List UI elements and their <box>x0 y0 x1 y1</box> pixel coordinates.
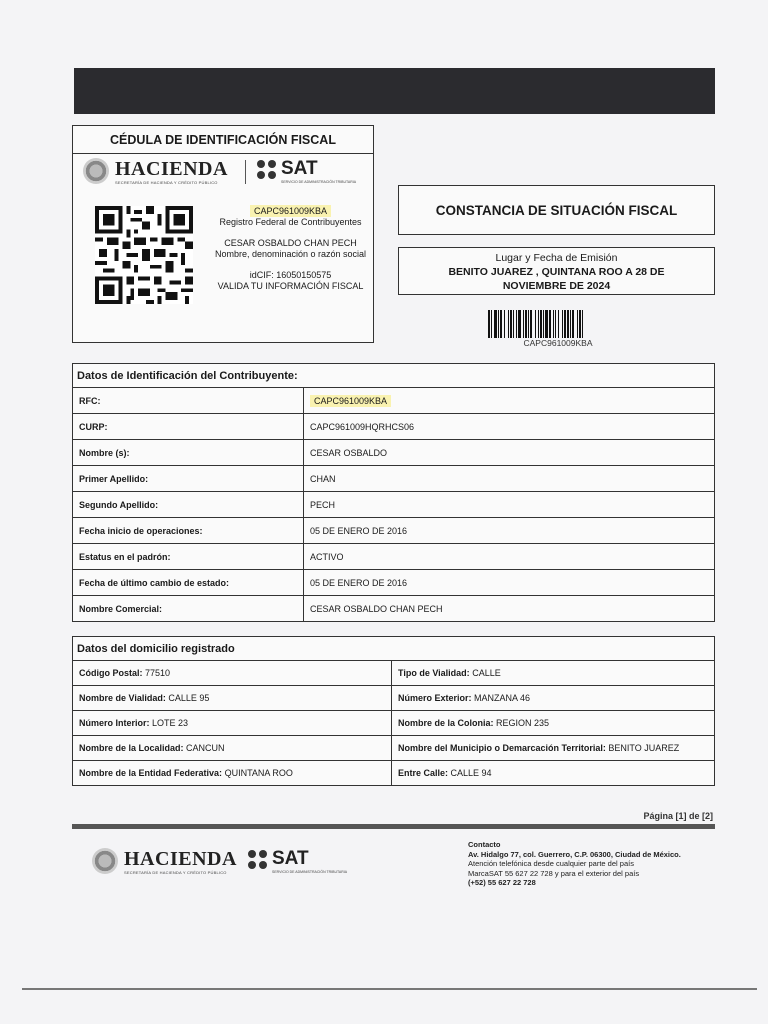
table-row <box>73 761 715 786</box>
cedula-name-label: Nombre, denominación o razón social <box>214 249 367 259</box>
constancia-title: CONSTANCIA DE SITUACIÓN FISCAL <box>398 185 715 235</box>
footer-logo-row <box>92 848 352 878</box>
address-value: QUINTANA ROO <box>224 768 293 778</box>
address-label: Número Exterior: <box>398 693 472 703</box>
field-value-text: CAPC961009KBA <box>310 395 391 407</box>
cedula-name: CESAR OSBALDO CHAN PECH <box>224 238 357 248</box>
lugar-line2: NOVIEMBRE DE 2024 <box>502 280 611 292</box>
page-number: Página [1] de [2] <box>643 811 713 821</box>
field-value-text: ACTIVO <box>310 551 344 562</box>
address-cell <box>392 711 715 736</box>
field-value <box>304 544 715 570</box>
field-value <box>304 518 715 544</box>
table-row <box>73 466 715 492</box>
barcode-text: CAPC961009KBA <box>523 338 593 348</box>
address-cell <box>392 761 715 786</box>
address-cell <box>392 686 715 711</box>
cedula-rfc: CAPC961009KBA <box>250 205 331 217</box>
cedula-idcif: idCIF: 16050150575 <box>249 270 332 280</box>
address-label: Nombre de la Localidad: <box>79 743 184 753</box>
header-bar <box>74 68 715 114</box>
address-value: CALLE 94 <box>450 768 492 778</box>
table-row <box>73 596 715 622</box>
address-value: 77510 <box>145 668 171 678</box>
address-value: CALLE <box>472 668 501 678</box>
cedula-title: CÉDULA DE IDENTIFICACIÓN FISCAL <box>73 126 373 154</box>
hacienda-subtitle: SECRETARÍA DE HACIENDA Y CRÉDITO PÚBLICO <box>115 180 218 185</box>
table-row <box>73 518 715 544</box>
logo-divider <box>245 160 246 184</box>
table-row <box>73 440 715 466</box>
lugar-line1: BENITO JUAREZ , QUINTANA ROO A 28 DE <box>448 266 665 278</box>
address-cell <box>73 686 392 711</box>
address-label: Nombre de la Colonia: <box>398 718 494 728</box>
address-label: Código Postal: <box>79 668 143 678</box>
field-value-text: PECH <box>310 499 336 510</box>
contribuyente-section-title: Datos de Identificación del Contribuyente: <box>72 363 715 387</box>
table-row <box>73 492 715 518</box>
barcode-icon <box>488 310 628 338</box>
lugar-fecha-box <box>398 247 715 295</box>
field-value <box>304 492 715 518</box>
field-label: Fecha de último cambio de estado: <box>73 570 304 596</box>
contact-line3: MarcaSAT 55 627 22 728 y para el exterior del país <box>468 868 640 878</box>
field-label: Nombre (s): <box>73 440 304 466</box>
address-label: Entre Calle: <box>398 768 449 778</box>
contact-line2: Atención telefónica desde cualquier parte del país <box>468 859 634 868</box>
address-value: REGION 235 <box>496 718 550 728</box>
logo-row <box>83 158 368 188</box>
field-value-text: 05 DE ENERO DE 2016 <box>310 525 408 536</box>
address-value: LOTE 23 <box>152 718 189 728</box>
field-label: Segundo Apellido: <box>73 492 304 518</box>
table-row <box>73 661 715 686</box>
cedula-valida: VALIDA TU INFORMACIÓN FISCAL <box>217 281 364 291</box>
field-value-text: CAPC961009HQRHCS06 <box>310 421 415 432</box>
contact-address: Av. Hidalgo 77, col. Guerrero, C.P. 06300, Ciudad de México. <box>468 849 681 859</box>
table-row <box>73 388 715 414</box>
contribuyente-table <box>72 387 715 622</box>
contact-title: Contacto <box>468 840 501 849</box>
footer-hacienda-subtitle: SECRETARÍA DE HACIENDA Y CRÉDITO PÚBLICO <box>124 870 227 875</box>
address-cell <box>73 711 392 736</box>
cedula-info <box>213 206 368 292</box>
address-value: MANZANA 46 <box>474 693 531 703</box>
footer-sat-logo-text: SAT <box>272 848 309 869</box>
field-label: RFC: <box>73 388 304 414</box>
field-value-text: CESAR OSBALDO CHAN PECH <box>310 603 443 614</box>
address-value: CALLE 95 <box>168 693 210 703</box>
footer-hacienda-logo-text: HACIENDA <box>124 848 237 870</box>
address-cell <box>392 736 715 761</box>
cedula-box <box>72 125 374 343</box>
address-label: Nombre de Vialidad: <box>79 693 166 703</box>
sat-logo-text: SAT <box>281 158 318 179</box>
address-value: CANCUN <box>186 743 225 753</box>
field-value <box>304 466 715 492</box>
table-row <box>73 686 715 711</box>
hacienda-logo-text: HACIENDA <box>115 158 228 180</box>
address-cell <box>392 661 715 686</box>
field-value-text: CHAN <box>310 473 336 484</box>
field-label: CURP: <box>73 414 304 440</box>
address-label: Nombre del Municipio o Demarcación Territorial: <box>398 743 606 753</box>
field-value <box>304 440 715 466</box>
field-label: Nombre Comercial: <box>73 596 304 622</box>
address-cell <box>73 761 392 786</box>
field-value-text: 05 DE ENERO DE 2016 <box>310 577 408 588</box>
address-value: BENITO JUAREZ <box>608 743 680 753</box>
table-row <box>73 414 715 440</box>
field-value <box>304 596 715 622</box>
bottom-rule <box>22 988 757 990</box>
footer-sat-subtitle: SERVICIO DE ADMINISTRACIÓN TRIBUTARIA <box>272 870 348 874</box>
address-label: Número Interior: <box>79 718 150 728</box>
field-label: Estatus en el padrón: <box>73 544 304 570</box>
qr-code-icon <box>95 206 193 304</box>
field-label: Primer Apellido: <box>73 466 304 492</box>
table-row <box>73 570 715 596</box>
cedula-rfc-label: Registro Federal de Contribuyentes <box>219 217 362 227</box>
footer-hacienda-seal-icon <box>92 848 118 874</box>
address-cell <box>73 736 392 761</box>
table-row <box>73 736 715 761</box>
sat-dots-icon <box>257 160 277 180</box>
footer-rule <box>72 824 715 829</box>
address-cell <box>73 661 392 686</box>
domicilio-table <box>72 660 715 786</box>
field-value-text: CESAR OSBALDO <box>310 447 388 458</box>
lugar-label: Lugar y Fecha de Emisión <box>495 252 618 264</box>
domicilio-section-title: Datos del domicilio registrado <box>72 636 715 660</box>
hacienda-seal-icon <box>83 158 109 184</box>
table-row <box>73 544 715 570</box>
address-label: Tipo de Vialidad: <box>398 668 470 678</box>
contact-line4: (+52) 55 627 22 728 <box>468 878 536 887</box>
table-row <box>73 711 715 736</box>
field-value <box>304 388 715 414</box>
field-label: Fecha inicio de operaciones: <box>73 518 304 544</box>
field-value <box>304 414 715 440</box>
footer-sat-dots-icon <box>248 850 268 870</box>
address-label: Nombre de la Entidad Federativa: <box>79 768 223 778</box>
sat-subtitle: SERVICIO DE ADMINISTRACIÓN TRIBUTARIA <box>281 180 357 184</box>
contact-block <box>468 840 718 888</box>
field-value <box>304 570 715 596</box>
